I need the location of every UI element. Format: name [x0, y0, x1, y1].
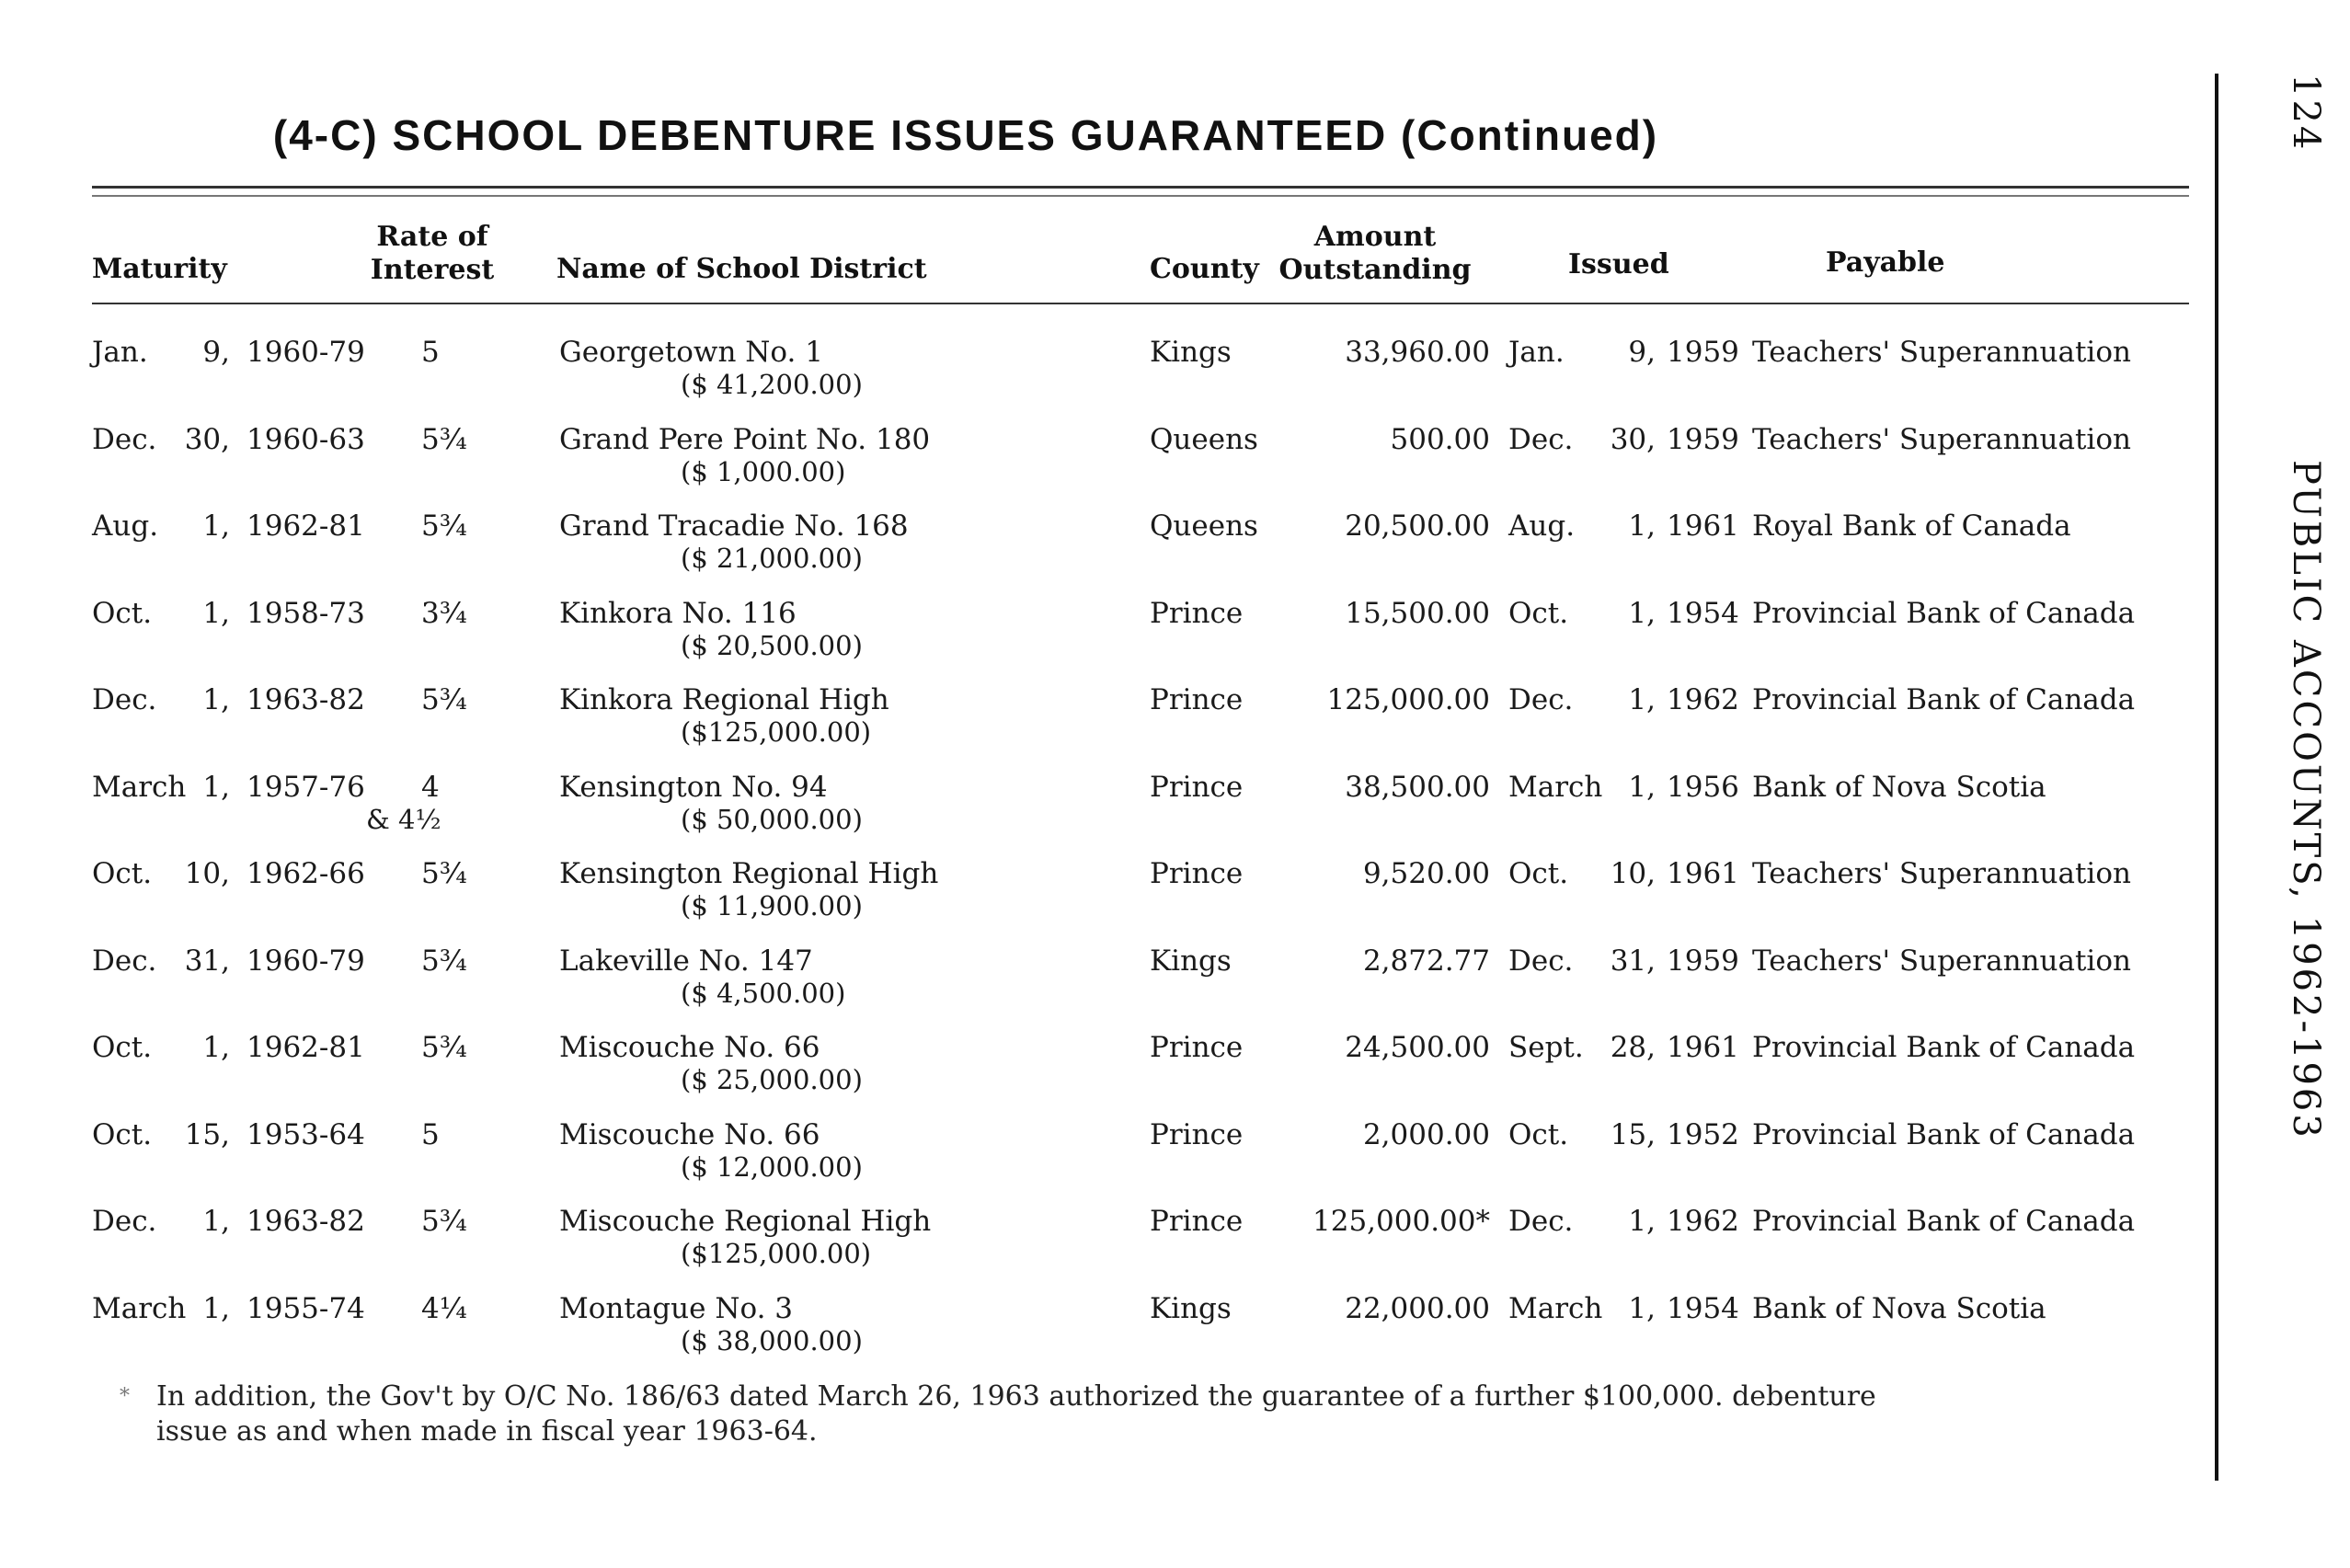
interest-rate: 5¾ [421, 509, 467, 543]
issued-month: Oct. [1508, 857, 1569, 890]
issued-day: 1, [1628, 596, 1656, 630]
county: Kings [1150, 944, 1232, 978]
issued-day: 1, [1628, 683, 1656, 716]
maturity-years: 1963-82 [246, 683, 365, 716]
school-district-name: Miscouche No. 66 [559, 1117, 820, 1151]
issued-year: 1962 [1667, 1205, 1739, 1238]
issued-day: 10, [1610, 857, 1656, 890]
amount-outstanding: 500.00 [1390, 422, 1490, 456]
issued-year: 1959 [1667, 422, 1739, 456]
original-amount: ($ 20,500.00) [681, 629, 863, 661]
col-header-rate-line2: Interest [370, 254, 495, 286]
page-number: 124 [2285, 74, 2327, 153]
issued-month: Oct. [1508, 1117, 1569, 1151]
maturity-month: March [92, 1291, 187, 1325]
issued-month: Jan. [1508, 336, 1565, 369]
amount-outstanding: 15,500.00 [1345, 596, 1490, 630]
issued-year: 1959 [1667, 336, 1739, 369]
maturity-month: Aug. [92, 509, 159, 543]
payable-to: Teachers' Superannuation [1752, 336, 2131, 369]
payable-to: Bank of Nova Scotia [1752, 1291, 2046, 1325]
school-district-name: Kensington No. 94 [559, 770, 828, 804]
page-title: (4-C) SCHOOL DEBENTURE ISSUES GUARANTEED (Continued) [272, 111, 1659, 159]
amount-outstanding: 24,500.00 [1345, 1031, 1490, 1064]
original-amount: ($125,000.00) [681, 1238, 872, 1269]
school-district-name: Georgetown No. 1 [559, 336, 823, 369]
issued-day: 1, [1628, 1291, 1656, 1325]
county: Prince [1150, 1117, 1244, 1151]
issued-day: 1, [1628, 509, 1656, 543]
issued-month: March [1508, 770, 1603, 804]
issued-month: Dec. [1508, 683, 1574, 716]
interest-rate: 5¾ [421, 857, 467, 890]
issued-month: Aug. [1508, 509, 1576, 543]
maturity-month: Dec. [92, 944, 157, 978]
issued-day: 1, [1628, 770, 1656, 804]
original-amount: ($ 25,000.00) [681, 1064, 863, 1095]
payable-to: Teachers' Superannuation [1752, 422, 2131, 456]
col-header-maturity: Maturity [92, 253, 227, 285]
maturity-day: 15, [184, 1117, 230, 1151]
maturity-month: Oct. [92, 1031, 153, 1064]
amount-outstanding: 38,500.00 [1345, 770, 1490, 804]
county: Kings [1150, 336, 1232, 369]
county: Prince [1150, 596, 1244, 630]
col-header-issued: Issued [1568, 248, 1669, 280]
amount-outstanding: 2,000.00 [1362, 1117, 1490, 1151]
payable-to: Bank of Nova Scotia [1752, 770, 2046, 804]
footnote [120, 1379, 2198, 1449]
payable-to: Teachers' Superannuation [1752, 857, 2131, 890]
table-row [0, 597, 2207, 683]
county: Prince [1150, 857, 1244, 890]
county: Kings [1150, 1291, 1232, 1325]
issued-day: 9, [1628, 336, 1656, 369]
maturity-day: 1, [202, 770, 230, 804]
col-header-amount-line1: Amount [1313, 221, 1437, 253]
school-district-name: Montague No. 3 [559, 1291, 793, 1325]
amount-outstanding: 33,960.00 [1345, 336, 1490, 369]
original-amount: ($ 1,000.00) [681, 455, 846, 487]
county: Prince [1150, 770, 1244, 804]
payable-to: Provincial Bank of Canada [1752, 683, 2136, 716]
maturity-day: 1, [202, 683, 230, 716]
payable-to: Provincial Bank of Canada [1752, 596, 2136, 630]
footnote-line-2: issue as and when made in fiscal year 1963-64. [156, 1415, 818, 1448]
payable-to: Provincial Bank of Canada [1752, 1205, 2136, 1238]
original-amount: ($ 41,200.00) [681, 369, 863, 400]
issued-day: 1, [1628, 1205, 1656, 1238]
maturity-years: 1957-76 [246, 770, 365, 804]
original-amount: ($ 50,000.00) [681, 803, 863, 835]
maturity-day: 1, [202, 509, 230, 543]
county: Prince [1150, 683, 1244, 716]
maturity-month: Oct. [92, 596, 153, 630]
maturity-day: 1, [202, 1031, 230, 1064]
footnote-line-1: In addition, the Gov't by O/C No. 186/63 dated March 26, 1963 authorized the guarantee of a further $100,000. debenture [156, 1380, 1876, 1413]
interest-rate: 5¾ [421, 683, 467, 716]
maturity-years: 1962-81 [246, 1031, 365, 1064]
table-row [0, 1031, 2207, 1117]
running-head: PUBLIC ACCOUNTS, 1962-1963 [2285, 460, 2327, 1140]
col-header-amount-line2: Outstanding [1278, 254, 1472, 286]
maturity-day: 1, [202, 1291, 230, 1325]
interest-rate: 5 [421, 1117, 440, 1151]
issued-day: 15, [1610, 1117, 1656, 1151]
county: Queens [1150, 509, 1258, 543]
school-district-name: Miscouche Regional High [559, 1205, 932, 1238]
school-district-name: Grand Tracadie No. 168 [559, 509, 909, 543]
issued-month: Oct. [1508, 596, 1569, 630]
header-rule-bottom [92, 303, 2189, 304]
issued-day: 31, [1610, 944, 1656, 978]
issued-year: 1959 [1667, 944, 1739, 978]
maturity-years: 1953-64 [246, 1117, 365, 1151]
maturity-years: 1958-73 [246, 596, 365, 630]
issued-year: 1962 [1667, 683, 1739, 716]
school-district-name: Kensington Regional High [559, 857, 939, 890]
issued-year: 1956 [1667, 770, 1739, 804]
maturity-years: 1962-81 [246, 509, 365, 543]
payable-to: Teachers' Superannuation [1752, 944, 2131, 978]
issued-day: 28, [1610, 1031, 1656, 1064]
maturity-day: 1, [202, 1205, 230, 1238]
maturity-month: Dec. [92, 683, 157, 716]
table-row [0, 771, 2207, 857]
payable-to: Provincial Bank of Canada [1752, 1031, 2136, 1064]
school-district-name: Kinkora Regional High [559, 683, 889, 716]
col-header-rate-line1: Rate of [376, 221, 488, 253]
table-row [0, 1118, 2207, 1205]
table-row [0, 683, 2207, 770]
original-amount: ($ 11,900.00) [681, 890, 863, 921]
amount-outstanding: 2,872.77 [1362, 944, 1490, 978]
maturity-month: Dec. [92, 1205, 157, 1238]
original-amount: ($ 38,000.00) [681, 1324, 863, 1356]
margin-rule [2215, 74, 2218, 1481]
school-district-name: Lakeville No. 147 [559, 944, 813, 978]
interest-rate: 5¾ [421, 422, 467, 456]
issued-year: 1961 [1667, 857, 1739, 890]
issued-year: 1961 [1667, 509, 1739, 543]
original-amount: ($125,000.00) [681, 716, 872, 748]
maturity-month: Dec. [92, 422, 157, 456]
col-header-county: County [1150, 253, 1259, 285]
payable-to: Royal Bank of Canada [1752, 509, 2071, 543]
maturity-years: 1960-79 [246, 336, 365, 369]
col-header-payable: Payable [1826, 246, 1945, 279]
maturity-month: March [92, 770, 187, 804]
issued-month: Sept. [1508, 1031, 1584, 1064]
maturity-day: 31, [184, 944, 230, 978]
interest-rate: 5¾ [421, 1205, 467, 1238]
interest-rate: 5 [421, 336, 440, 369]
table-row [0, 1292, 2207, 1379]
interest-rate: 4¼ [421, 1291, 467, 1325]
original-amount: ($ 12,000.00) [681, 1150, 863, 1183]
issued-day: 30, [1610, 422, 1656, 456]
original-amount: ($ 21,000.00) [681, 543, 863, 574]
interest-rate: 5¾ [421, 944, 467, 978]
table-row [0, 857, 2207, 944]
col-header-name: Name of School District [556, 253, 927, 285]
maturity-years: 1963-82 [246, 1205, 365, 1238]
amount-outstanding: 22,000.00 [1345, 1291, 1490, 1325]
table-row [0, 944, 2207, 1031]
issued-month: Dec. [1508, 1205, 1574, 1238]
maturity-day: 10, [184, 857, 230, 890]
header-rule-top [92, 186, 2189, 189]
maturity-month: Oct. [92, 1117, 153, 1151]
table-row [0, 509, 2207, 596]
county: Prince [1150, 1205, 1244, 1238]
maturity-years: 1960-79 [246, 944, 365, 978]
table-row [0, 423, 2207, 509]
school-district-name: Miscouche No. 66 [559, 1031, 820, 1064]
issued-month: Dec. [1508, 944, 1574, 978]
col-header-rate [363, 221, 501, 287]
amount-outstanding: 20,500.00 [1345, 509, 1490, 543]
school-district-name: Kinkora No. 116 [559, 596, 797, 630]
amount-outstanding: 9,520.00 [1362, 857, 1490, 890]
issued-year: 1954 [1667, 1291, 1739, 1325]
amount-outstanding: 125,000.00 [1326, 683, 1490, 716]
table-row [0, 1205, 2207, 1291]
col-header-amount [1274, 221, 1476, 287]
interest-rate: 5¾ [421, 1031, 467, 1064]
maturity-day: 30, [184, 422, 230, 456]
maturity-years: 1955-74 [246, 1291, 365, 1325]
header-rule-top-inner [92, 195, 2189, 197]
original-amount: ($ 4,500.00) [681, 977, 846, 1009]
table-row [0, 336, 2207, 422]
issued-year: 1952 [1667, 1117, 1739, 1151]
interest-rate: 4 [421, 770, 440, 804]
interest-rate-alt: & 4½ [366, 803, 441, 835]
payable-to: Provincial Bank of Canada [1752, 1117, 2136, 1151]
interest-rate: 3¾ [421, 596, 467, 630]
county: Prince [1150, 1031, 1244, 1064]
footnote-mark: * [120, 1385, 130, 1408]
maturity-day: 1, [202, 596, 230, 630]
maturity-years: 1962-66 [246, 857, 365, 890]
county: Queens [1150, 422, 1258, 456]
issued-month: Dec. [1508, 422, 1574, 456]
issued-year: 1954 [1667, 596, 1739, 630]
amount-outstanding: 125,000.00* [1313, 1205, 1490, 1238]
maturity-month: Jan. [92, 336, 148, 369]
issued-month: March [1508, 1291, 1603, 1325]
issued-year: 1961 [1667, 1031, 1739, 1064]
maturity-month: Oct. [92, 857, 153, 890]
maturity-years: 1960-63 [246, 422, 365, 456]
school-district-name: Grand Pere Point No. 180 [559, 422, 931, 456]
maturity-day: 9, [202, 336, 230, 369]
